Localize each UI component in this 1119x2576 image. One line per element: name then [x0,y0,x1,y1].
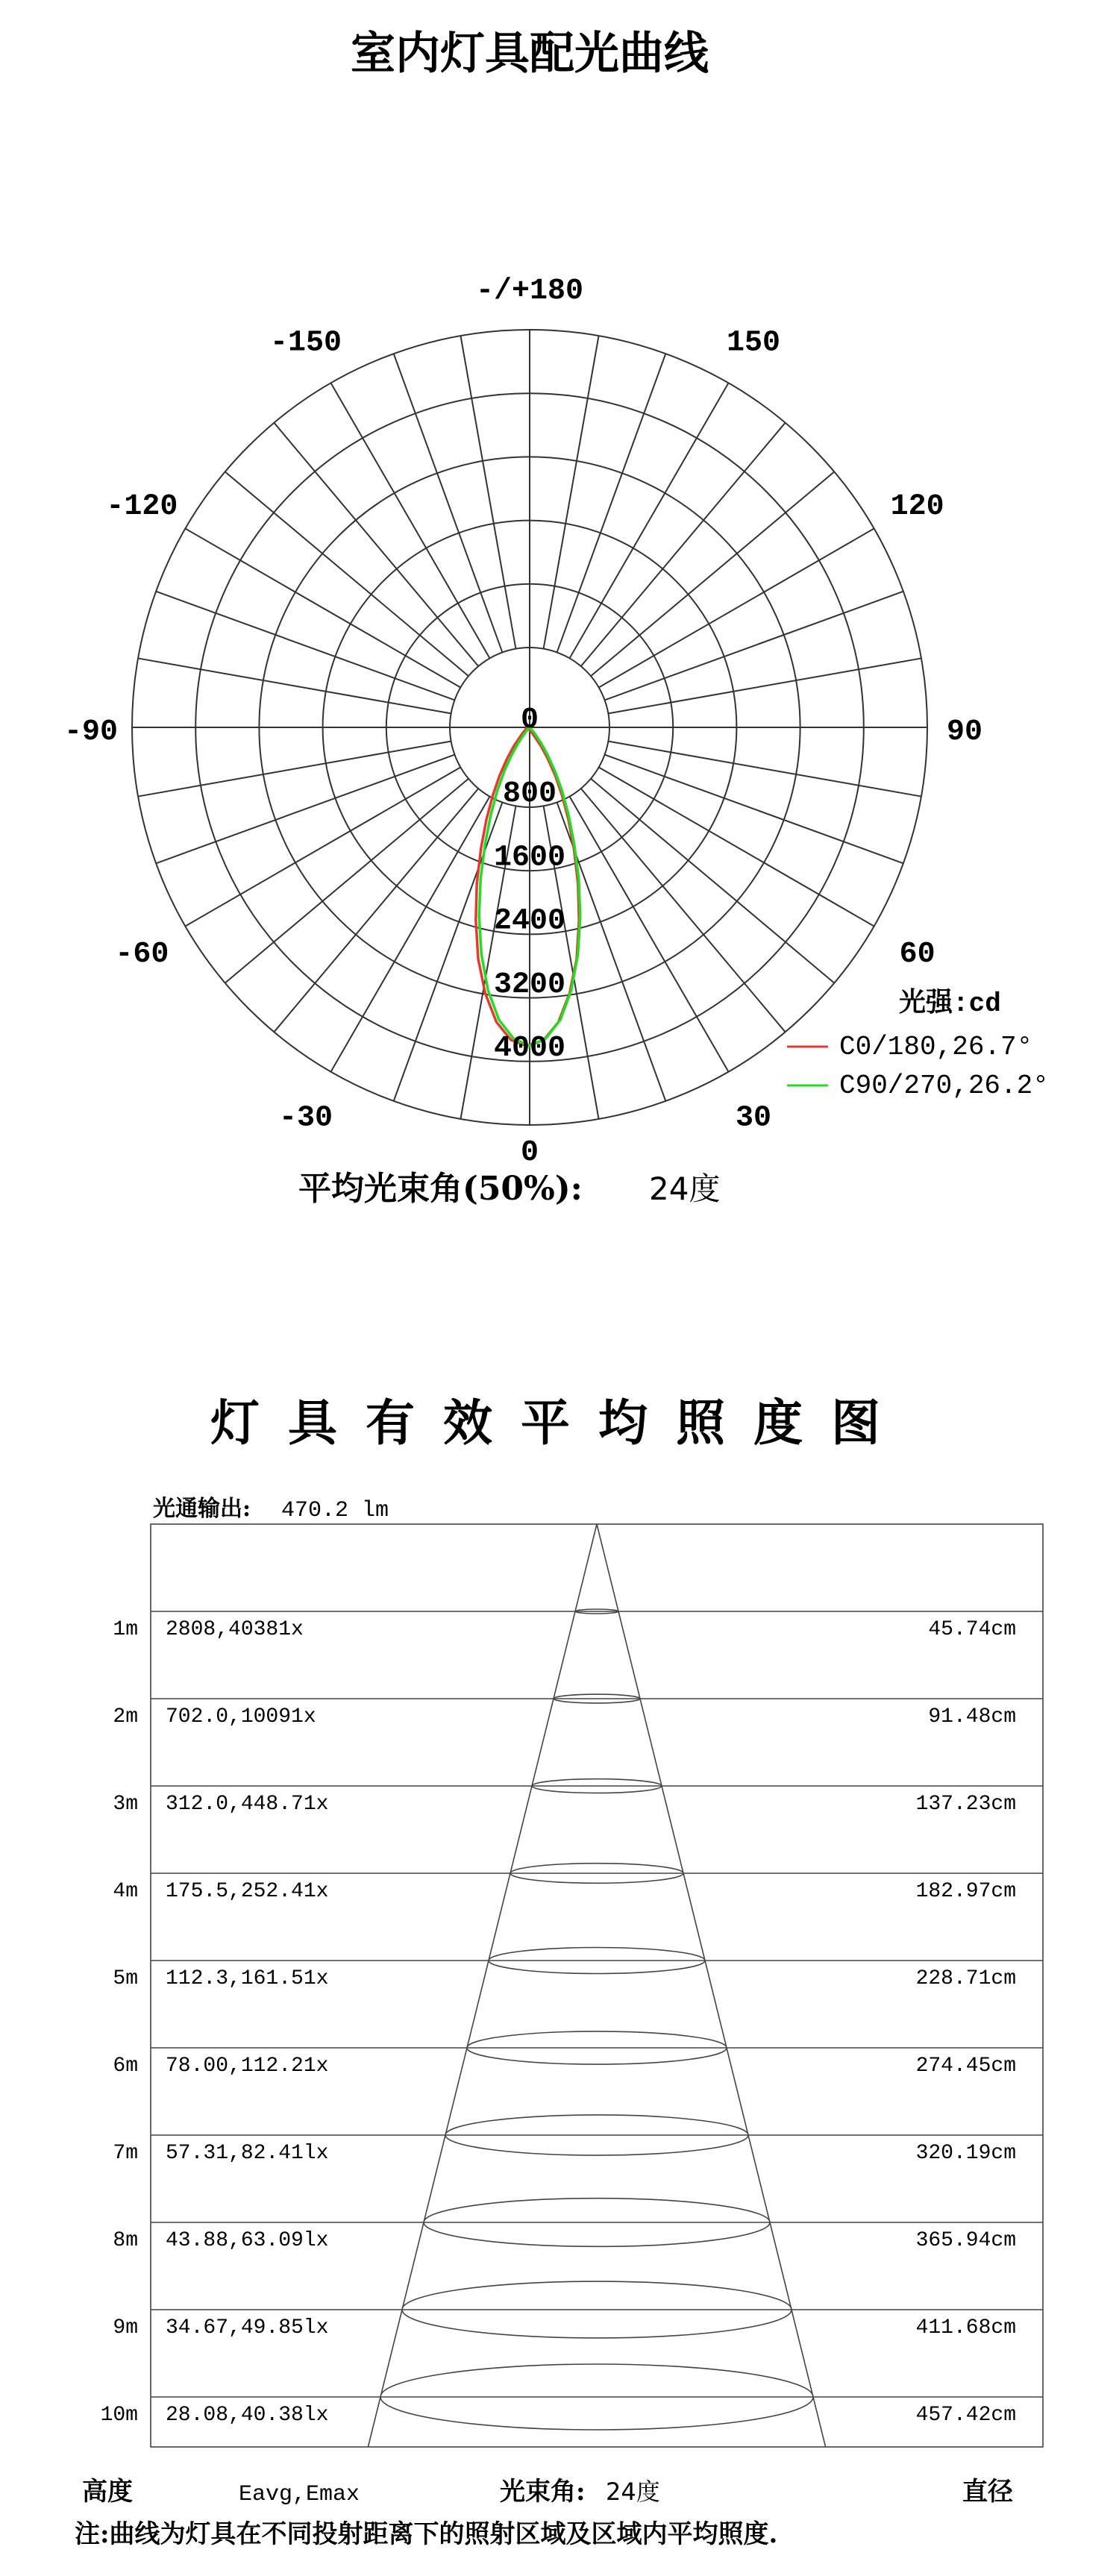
polar-spoke [138,742,451,797]
row-height-label: 5m [113,1967,138,1990]
polar-angle-label: 90 [946,715,983,749]
polar-angle-label: 0 [520,1136,539,1170]
beam-angle-label: 平均光束角(50%): [298,1170,583,1208]
polar-spoke [605,755,903,864]
polar-spoke [605,592,903,701]
polar-angle-label: -60 [115,938,169,971]
polar-spoke [156,592,454,701]
polar-radial-label: 0 [520,703,539,737]
polar-angle-label: -30 [278,1101,333,1135]
polar-spoke [591,779,834,983]
polar-radial-label: 2400 [493,904,566,938]
polar-angle-label: 60 [899,938,935,971]
flux-label: 光通输出: [153,1496,251,1522]
polar-spoke [460,336,515,649]
polar-angle-label: 120 [890,490,944,524]
polar-radial-label: 4000 [493,1032,566,1065]
row-illuminance-values: 34.67,49.85lx [166,2316,329,2340]
row-diameter: 274.45cm [915,2055,1016,2078]
polar-spoke [608,742,921,797]
row-illuminance-values: 2808,40381x [166,1618,304,1641]
polar-spoke [557,354,666,652]
polar-angle-label: -/+180 [475,275,584,308]
polar-angle-label: 30 [735,1101,772,1135]
row-illuminance-values: 112.3,161.51x [166,1967,329,1990]
illuminance-diagram [101,1524,1043,2447]
row-diameter: 320.19cm [915,2142,1016,2165]
polar-spoke [394,803,503,1101]
polar-spoke [544,336,599,649]
polar-radial-label: 800 [502,777,557,812]
polar-radial-label: 3200 [493,968,566,1002]
polar-spoke [156,755,454,864]
footer-diameter-label: 直径 [962,2477,1013,2507]
row-diameter: 45.74cm [928,1618,1016,1641]
polar-spoke [274,423,478,666]
row-height-label: 10m [100,2404,138,2427]
row-illuminance-values: 57.31,82.41lx [166,2142,329,2165]
row-height-label: 3m [113,1793,138,1816]
row-height-label: 4m [113,1880,138,1903]
footer-note: 注:曲线为灯具在不同投射距离下的照射区域及区域内平均照度. [75,2519,778,2549]
row-diameter: 182.97cm [915,1880,1016,1903]
row-illuminance-values: 78.00,112.21x [166,2055,329,2078]
row-illuminance-values: 175.5,252.41x [166,1880,329,1903]
row-diameter: 228.71cm [915,1967,1016,1990]
beam-angle-value: 24度 [649,1171,721,1207]
row-diameter: 457.42cm [915,2404,1016,2427]
polar-spoke [274,789,478,1032]
row-illuminance-values: 702.0,10091x [166,1705,316,1729]
legend-label-c90: C90/270,26.2° [839,1071,1049,1101]
polar-chart-title: 室内灯具配光曲线 [351,28,709,80]
polar-angle-label: -150 [269,326,342,360]
row-diameter: 137.23cm [915,1793,1016,1816]
footer-beam-label: 光束角: [500,2477,586,2507]
polar-angle-label: -120 [106,490,178,524]
polar-angle-label: 150 [726,326,781,360]
polar-spoke [138,658,451,713]
polar-spoke [225,779,468,983]
row-height-label: 9m [113,2316,138,2340]
footer-values-label: Eavg,Emax [239,2482,360,2507]
polar-legend [787,987,1049,1101]
row-height-label: 2m [113,1705,138,1729]
row-illuminance-values: 28.08,40.38lx [166,2404,329,2427]
polar-spoke [581,423,786,666]
row-height-label: 1m [113,1618,138,1641]
row-illuminance-values: 43.88,63.09lx [166,2229,329,2252]
polar-spoke [394,354,503,652]
polar-spoke [581,789,786,1032]
flux-value: 470.2 lm [281,1498,389,1523]
row-height-label: 6m [113,2055,138,2078]
polar-spoke [608,658,921,713]
footer-height-label: 高度 [82,2477,133,2507]
row-illuminance-values: 312.0,448.71x [166,1793,329,1816]
row-diameter: 91.48cm [928,1705,1016,1729]
row-diameter: 411.68cm [915,2316,1016,2340]
polar-radial-label: 1600 [493,841,566,875]
legend-label-c0: C0/180,26.7° [839,1032,1033,1062]
row-height-label: 8m [113,2229,138,2252]
illuminance-title: 灯具有效平均照度图 [210,1394,909,1452]
row-height-label: 7m [113,2142,138,2165]
polar-spoke [591,471,834,676]
legend-title: 光强:cd [899,988,1001,1019]
polar-angle-label: -90 [63,715,119,749]
footer-beam-value: 24度 [606,2478,660,2506]
row-diameter: 365.94cm [915,2229,1016,2252]
polar-spoke [225,471,468,676]
